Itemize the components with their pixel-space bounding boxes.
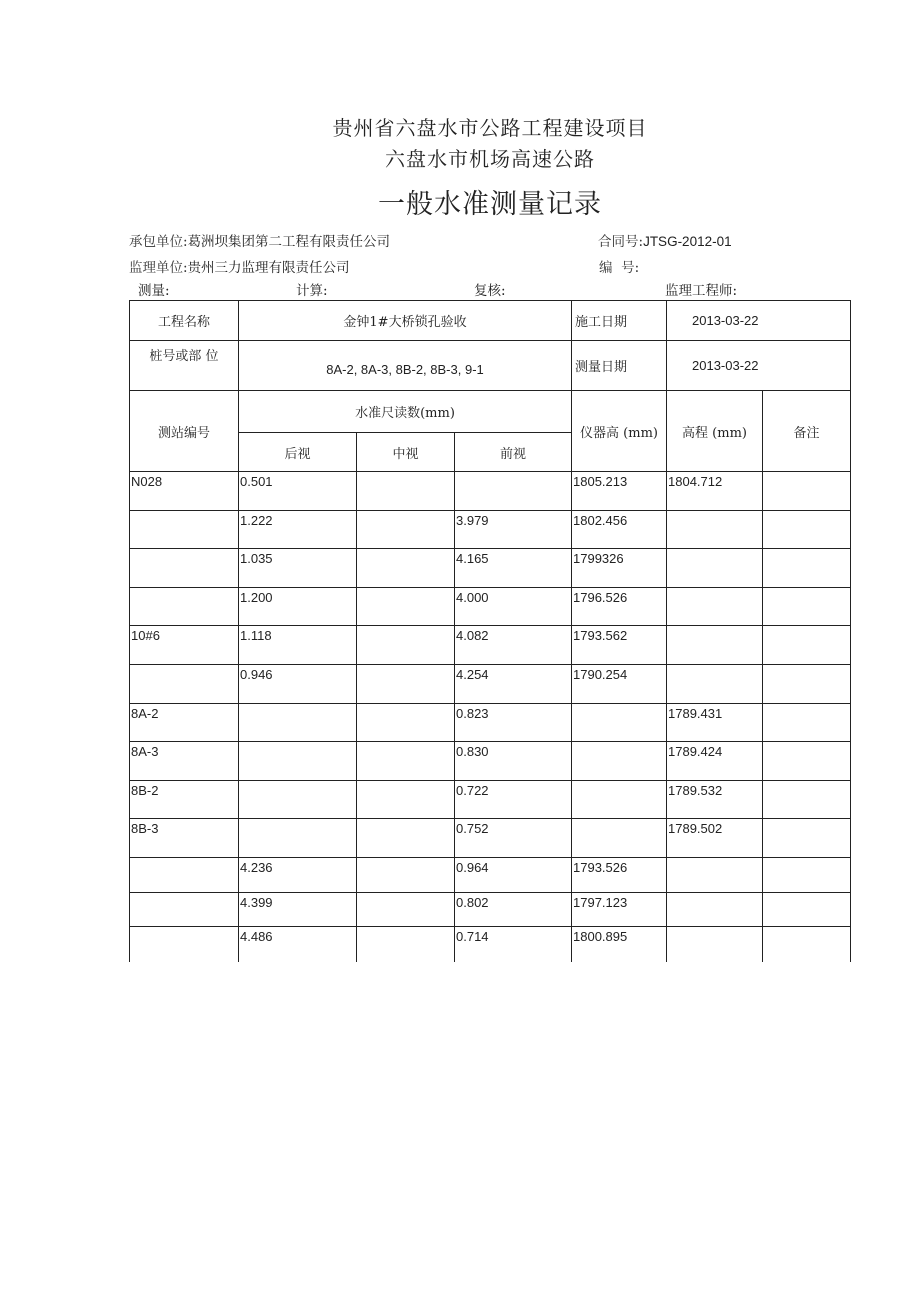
construction-date-value: 2013-03-22 [667,301,851,341]
back-cell: 1.035 [239,549,357,588]
back-cell: 0.501 [239,472,357,511]
measure-date-value: 2013-03-22 [667,341,851,391]
instrument-cell: 1799326 [572,549,667,588]
supervisor-value: 贵州三力监理有限责任公司 [187,260,350,276]
mid-cell [357,588,455,626]
station-cell: 8A-3 [130,742,239,781]
station-value: 8A-2, 8A-3, 8B-2, 8B-3, 9-1 [239,341,572,391]
instrument-cell: 1797.123 [572,893,667,927]
number-field [599,256,639,276]
supervisor-field [129,256,350,276]
table-row [130,472,851,511]
col-note: 备注 [763,391,851,472]
col-instrument: 仪器高 (mm) [572,391,667,472]
table-row [130,781,851,819]
mid-cell [357,665,455,704]
instrument-cell: 1802.456 [572,511,667,549]
note-cell [763,893,851,927]
instrument-cell: 1793.562 [572,626,667,665]
station-cell: N028 [130,472,239,511]
note-cell [763,742,851,781]
project-name-label: 工程名称 [130,301,239,341]
mid-cell [357,742,455,781]
front-cell: 0.964 [455,858,572,893]
instrument-cell: 1793.526 [572,858,667,893]
contractor-field [129,230,390,250]
table-row [130,626,851,665]
station-label: 桩号或部 位 [130,341,239,391]
elevation-cell: 1789.532 [667,781,763,819]
instrument-cell: 1796.526 [572,588,667,626]
front-cell: 4.000 [455,588,572,626]
project-title: 贵州省六盘水市公路工程建设项目 [332,116,648,140]
table-row [130,819,851,858]
station-cell: 10#6 [130,626,239,665]
station-cell [130,665,239,704]
note-cell [763,549,851,588]
mid-cell [357,927,455,962]
front-cell: 3.979 [455,511,572,549]
elevation-cell: 1804.712 [667,472,763,511]
table-row [130,549,851,588]
back-cell [239,704,357,742]
mid-cell [357,511,455,549]
table-row [130,742,851,781]
note-cell [763,665,851,704]
front-cell [455,472,572,511]
elevation-cell [667,665,763,704]
elevation-cell [667,858,763,893]
note-cell [763,472,851,511]
survey-label: 测量: [138,283,170,299]
front-cell: 0.714 [455,927,572,962]
station-cell: 8B-3 [130,819,239,858]
contractor-label: 承包单位: [129,234,188,250]
back-cell: 1.118 [239,626,357,665]
mid-cell [357,858,455,893]
col-reading-group: 水准尺读数(mm) [239,391,572,433]
mid-cell [357,704,455,742]
front-cell: 4.254 [455,665,572,704]
back-cell: 4.236 [239,858,357,893]
instrument-cell [572,781,667,819]
front-cell: 0.823 [455,704,572,742]
contract-label: 合同号: [598,234,644,250]
station-cell [130,927,239,962]
contract-field [598,230,732,250]
table-row [130,511,851,549]
project-name-value: 金钟1#大桥锁孔验收 [239,301,572,341]
elevation-cell: 1789.424 [667,742,763,781]
back-cell: 0.946 [239,665,357,704]
number-label: 编 号: [599,260,640,276]
instrument-cell: 1805.213 [572,472,667,511]
col-back: 后视 [239,433,357,472]
note-cell [763,626,851,665]
note-cell [763,588,851,626]
back-cell [239,781,357,819]
instrument-cell: 1790.254 [572,665,667,704]
station-cell [130,511,239,549]
calc-label: 计算: [296,283,328,299]
instrument-cell [572,742,667,781]
elevation-cell [667,549,763,588]
mid-cell [357,549,455,588]
station-cell: 8B-2 [130,781,239,819]
front-cell: 4.082 [455,626,572,665]
elevation-cell [667,893,763,927]
table-row [130,704,851,742]
note-cell [763,511,851,549]
leveling-record-table [129,300,851,962]
col-front: 前视 [455,433,572,472]
station-cell [130,893,239,927]
mid-cell [357,626,455,665]
front-cell: 0.830 [455,742,572,781]
back-cell: 1.200 [239,588,357,626]
front-cell: 0.752 [455,819,572,858]
back-cell [239,819,357,858]
review-label: 复核: [474,283,506,299]
contractor-value: 葛洲坝集团第二工程有限责任公司 [187,234,391,250]
note-cell [763,858,851,893]
instrument-cell [572,704,667,742]
front-cell: 0.802 [455,893,572,927]
elevation-cell [667,626,763,665]
mid-cell [357,893,455,927]
table-row [130,588,851,626]
table-row [130,858,851,893]
construction-date-label: 施工日期 [572,301,667,341]
road-title: 六盘水市机场高速公路 [385,147,595,171]
mid-cell [357,819,455,858]
back-cell: 4.399 [239,893,357,927]
contract-value: JTSG-2012-01 [643,234,732,249]
elevation-cell [667,511,763,549]
document-title: 一般水准测量记录 [378,189,602,220]
table-row [130,893,851,927]
station-cell [130,858,239,893]
station-cell [130,588,239,626]
back-cell: 4.486 [239,927,357,962]
elevation-cell [667,927,763,962]
mid-cell [357,472,455,511]
mid-cell [357,781,455,819]
engineer-label: 监理工程师: [665,283,738,299]
station-cell [130,549,239,588]
note-cell [763,704,851,742]
elevation-cell: 1789.431 [667,704,763,742]
front-cell: 0.722 [455,781,572,819]
front-cell: 4.165 [455,549,572,588]
measure-date-label: 测量日期 [572,341,667,391]
col-mid: 中视 [357,433,455,472]
note-cell [763,819,851,858]
instrument-cell [572,819,667,858]
station-cell: 8A-2 [130,704,239,742]
elevation-cell [667,588,763,626]
col-elevation: 高程 (mm) [667,391,763,472]
back-cell [239,742,357,781]
col-station-no: 测站编号 [130,391,239,472]
back-cell: 1.222 [239,511,357,549]
table-row [130,665,851,704]
supervisor-label: 监理单位: [129,260,188,276]
elevation-cell: 1789.502 [667,819,763,858]
note-cell [763,927,851,962]
note-cell [763,781,851,819]
instrument-cell: 1800.895 [572,927,667,962]
table-row [130,927,851,962]
